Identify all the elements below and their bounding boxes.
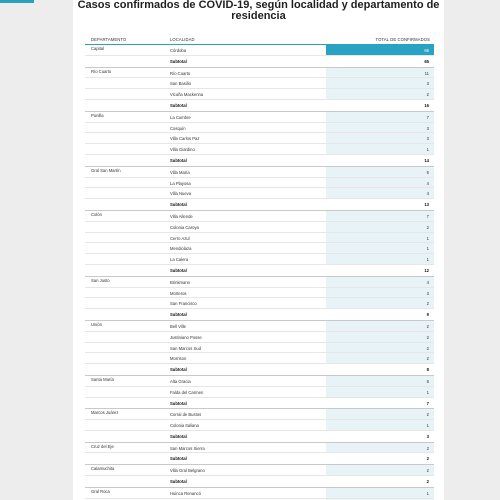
document-page: [73, 0, 444, 500]
total-cell-background: [326, 123, 434, 133]
total-cell-background: [326, 298, 434, 308]
locality-name: La Playosa: [170, 180, 191, 186]
top-accent-mark: [0, 0, 34, 3]
department-name: Marcos Juárez: [91, 410, 119, 416]
locality-name: Bell Ville: [170, 323, 186, 329]
confirmed-count: 4: [426, 191, 429, 197]
total-cell-background: [326, 78, 434, 88]
table-row: [85, 78, 434, 89]
locality-name: Río Cuarto: [170, 70, 191, 76]
subtotal-label: Subtotal: [170, 102, 187, 108]
table-row: [85, 188, 434, 199]
subtotal-row: [85, 476, 434, 487]
confirmed-count: 3: [426, 290, 429, 296]
table-row: [85, 376, 434, 387]
department-name: Calamuchita: [91, 466, 115, 472]
confirmed-count: 6: [426, 378, 429, 384]
subtotal-row: [85, 431, 434, 442]
total-cell-background: [326, 133, 434, 143]
subtotal-label: Subtotal: [170, 479, 187, 485]
table-row: [85, 68, 434, 79]
table-row: [85, 178, 434, 189]
subtotal-value: 65: [424, 58, 429, 64]
total-cell-background: [326, 112, 434, 122]
total-cell-background: [326, 465, 434, 475]
table-row: [85, 233, 434, 244]
total-cell-background: [326, 409, 434, 419]
locality-name: San Francisco: [170, 301, 197, 307]
total-cell-background: [326, 420, 434, 430]
table-row: [85, 112, 434, 123]
total-cell-background: [326, 376, 434, 386]
table-row: [85, 443, 434, 454]
confirmed-count: 2: [426, 468, 429, 474]
table-row: [85, 211, 434, 222]
locality-name: San Basilio: [170, 81, 191, 87]
total-cell-background: [326, 332, 434, 342]
confirmed-count: 1: [426, 423, 429, 429]
table-row: [85, 45, 434, 56]
total-cell-background: [326, 488, 434, 498]
table-row: [85, 321, 434, 332]
department-group: [85, 376, 434, 409]
department-name: Unión: [91, 321, 102, 327]
subtotal-value: 7: [426, 400, 429, 406]
table-body: [85, 45, 434, 500]
department-name: Colón: [91, 211, 102, 217]
total-cell-background: [326, 265, 434, 276]
locality-name: Villa Allende: [170, 213, 193, 219]
subtotal-row: [85, 364, 434, 375]
subtotal-label: Subtotal: [170, 456, 187, 462]
confirmed-count: 2: [426, 323, 429, 329]
header-departamento: DEPARTAMENTO: [91, 37, 127, 42]
cases-table: [85, 35, 434, 500]
confirmed-count: 1: [426, 147, 429, 153]
department-name: Punilla: [91, 112, 104, 118]
department-group: [85, 68, 434, 112]
header-total: TOTAL DE CONFIRMADOS: [375, 37, 430, 42]
locality-name: San Marcos Sierra: [170, 445, 205, 451]
table-row: [85, 144, 434, 155]
confirmed-count: 2: [426, 92, 429, 98]
total-cell-background: [326, 398, 434, 409]
subtotal-label: Subtotal: [170, 433, 187, 439]
table-row: [85, 89, 434, 100]
subtotal-value: 3: [426, 433, 429, 439]
subtotal-label: Subtotal: [170, 58, 187, 64]
table-row: [85, 288, 434, 299]
table-row: [85, 420, 434, 431]
subtotal-value: 2: [426, 456, 429, 462]
confirmed-count: 2: [426, 412, 429, 418]
locality-name: Justiniano Posse: [170, 334, 202, 340]
subtotal-label: Subtotal: [170, 202, 187, 208]
locality-name: La Cumbre: [170, 114, 191, 120]
confirmed-count: 5: [426, 169, 429, 175]
confirmed-count: 3: [426, 136, 429, 142]
locality-name: Villa Carlos Paz: [170, 136, 200, 142]
department-group: [85, 45, 434, 68]
confirmed-count: 2: [426, 356, 429, 362]
confirmed-count: 3: [426, 81, 429, 87]
subtotal-row: [85, 453, 434, 464]
department-group: [85, 409, 434, 442]
page-title: Casos confirmados de COVID-19, según localidad y departamento de residencia: [77, 0, 440, 22]
table-row: [85, 343, 434, 354]
subtotal-value: 8: [426, 367, 429, 373]
confirmed-count: 2: [426, 301, 429, 307]
table-row: [85, 123, 434, 134]
total-cell-background: [326, 476, 434, 487]
total-cell-background: [326, 254, 434, 264]
department-group: [85, 167, 434, 211]
table-row: [85, 243, 434, 254]
subtotal-row: [85, 56, 434, 67]
confirmed-count: 11: [424, 70, 429, 76]
subtotal-row: [85, 155, 434, 166]
header-localidad: LOCALIDAD: [170, 37, 195, 42]
total-cell-background: [326, 453, 434, 464]
total-cell-background: [326, 364, 434, 375]
total-cell-background: [326, 45, 434, 55]
department-name: Capital: [91, 46, 105, 51]
total-cell-background: [326, 277, 434, 287]
subtotal-row: [85, 265, 434, 276]
subtotal-value: 14: [424, 157, 429, 163]
confirmed-count: 65: [424, 48, 429, 53]
confirmed-count: 4: [426, 279, 429, 285]
table-row: [85, 332, 434, 343]
total-cell-background: [326, 155, 434, 166]
department-group: [85, 321, 434, 376]
confirmed-count: 2: [426, 345, 429, 351]
locality-name: Morteros: [170, 290, 187, 296]
confirmed-count: 7: [426, 114, 429, 120]
locality-name: Córdoba: [170, 48, 187, 53]
total-cell-background: [326, 56, 434, 67]
table-row: [85, 488, 434, 499]
subtotal-label: Subtotal: [170, 267, 187, 273]
subtotal-label: Subtotal: [170, 157, 187, 163]
total-cell-background: [326, 144, 434, 154]
subtotal-row: [85, 100, 434, 111]
confirmed-count: 7: [426, 213, 429, 219]
department-group: [85, 211, 434, 277]
table-row: [85, 387, 434, 398]
confirmed-count: 1: [426, 389, 429, 395]
table-header: [85, 35, 434, 45]
total-cell-background: [326, 387, 434, 397]
locality-name: Huinca Renancó: [170, 490, 201, 496]
total-cell-background: [326, 288, 434, 298]
subtotal-value: 13: [424, 202, 429, 208]
locality-name: Villa Gral Belgrano: [170, 468, 205, 474]
total-cell-background: [326, 443, 434, 453]
subtotal-label: Subtotal: [170, 367, 187, 373]
locality-name: San Marcos Sud: [170, 345, 201, 351]
total-cell-background: [326, 89, 434, 99]
locality-name: Villa Nueva: [170, 191, 192, 197]
table-row: [85, 409, 434, 420]
total-cell-background: [326, 353, 434, 363]
subtotal-value: 16: [424, 102, 429, 108]
department-name: Gral Roca: [91, 488, 110, 494]
table-row: [85, 298, 434, 309]
locality-name: Villa Giardino: [170, 147, 195, 153]
department-group: [85, 465, 434, 488]
department-group: [85, 443, 434, 466]
confirmed-count: 2: [426, 224, 429, 230]
department-name: Santa María: [91, 376, 114, 382]
table-row: [85, 222, 434, 233]
total-cell-background: [326, 321, 434, 331]
subtotal-value: 2: [426, 479, 429, 485]
locality-name: Colonia Italiana: [170, 423, 199, 429]
table-row: [85, 254, 434, 265]
locality-name: Morrison: [170, 356, 187, 362]
department-name: Gral San Martín: [91, 167, 121, 173]
subtotal-row: [85, 199, 434, 210]
locality-name: Falda del Carmen: [170, 389, 204, 395]
confirmed-count: 3: [426, 125, 429, 131]
locality-name: Mendiolaza: [170, 246, 192, 252]
table-row: [85, 353, 434, 364]
locality-name: Corral de Bustos: [170, 412, 202, 418]
locality-name: Brinkmann: [170, 279, 191, 285]
subtotal-row: [85, 398, 434, 409]
subtotal-label: Subtotal: [170, 400, 187, 406]
department-name: Cruz del Eje: [91, 443, 114, 449]
confirmed-count: 1: [426, 235, 429, 241]
total-cell-background: [326, 233, 434, 243]
confirmed-count: 1: [426, 490, 429, 496]
subtotal-value: 9: [426, 312, 429, 318]
subtotal-value: 12: [424, 267, 429, 273]
department-group: [85, 277, 434, 321]
total-cell-background: [326, 243, 434, 253]
table-row: [85, 465, 434, 476]
confirmed-count: 1: [426, 246, 429, 252]
locality-name: Cerro Azul: [170, 235, 190, 241]
locality-name: Alta Gracia: [170, 378, 191, 384]
table-row: [85, 167, 434, 178]
confirmed-count: 4: [426, 180, 429, 186]
subtotal-label: Subtotal: [170, 312, 187, 318]
department-name: Río Cuarto: [91, 68, 112, 74]
table-row: [85, 133, 434, 144]
total-cell-background: [326, 68, 434, 78]
locality-name: La Calera: [170, 257, 189, 263]
department-group: [85, 112, 434, 167]
confirmed-count: 2: [426, 334, 429, 340]
total-cell-background: [326, 309, 434, 320]
confirmed-count: 1: [426, 257, 429, 263]
locality-name: Villa María: [170, 169, 190, 175]
total-cell-background: [326, 222, 434, 232]
total-cell-background: [326, 343, 434, 353]
total-cell-background: [326, 100, 434, 111]
total-cell-background: [326, 167, 434, 177]
department-name: San Justo: [91, 277, 110, 283]
locality-name: Cosquín: [170, 125, 186, 131]
department-group: [85, 488, 434, 500]
locality-name: Colonia Caroya: [170, 224, 199, 230]
total-cell-background: [326, 211, 434, 221]
subtotal-row: [85, 309, 434, 320]
locality-name: Vicuña Mackenna: [170, 92, 204, 98]
total-cell-background: [326, 431, 434, 442]
total-cell-background: [326, 188, 434, 198]
table-row: [85, 277, 434, 288]
total-cell-background: [326, 178, 434, 188]
confirmed-count: 2: [426, 445, 429, 451]
total-cell-background: [326, 199, 434, 210]
